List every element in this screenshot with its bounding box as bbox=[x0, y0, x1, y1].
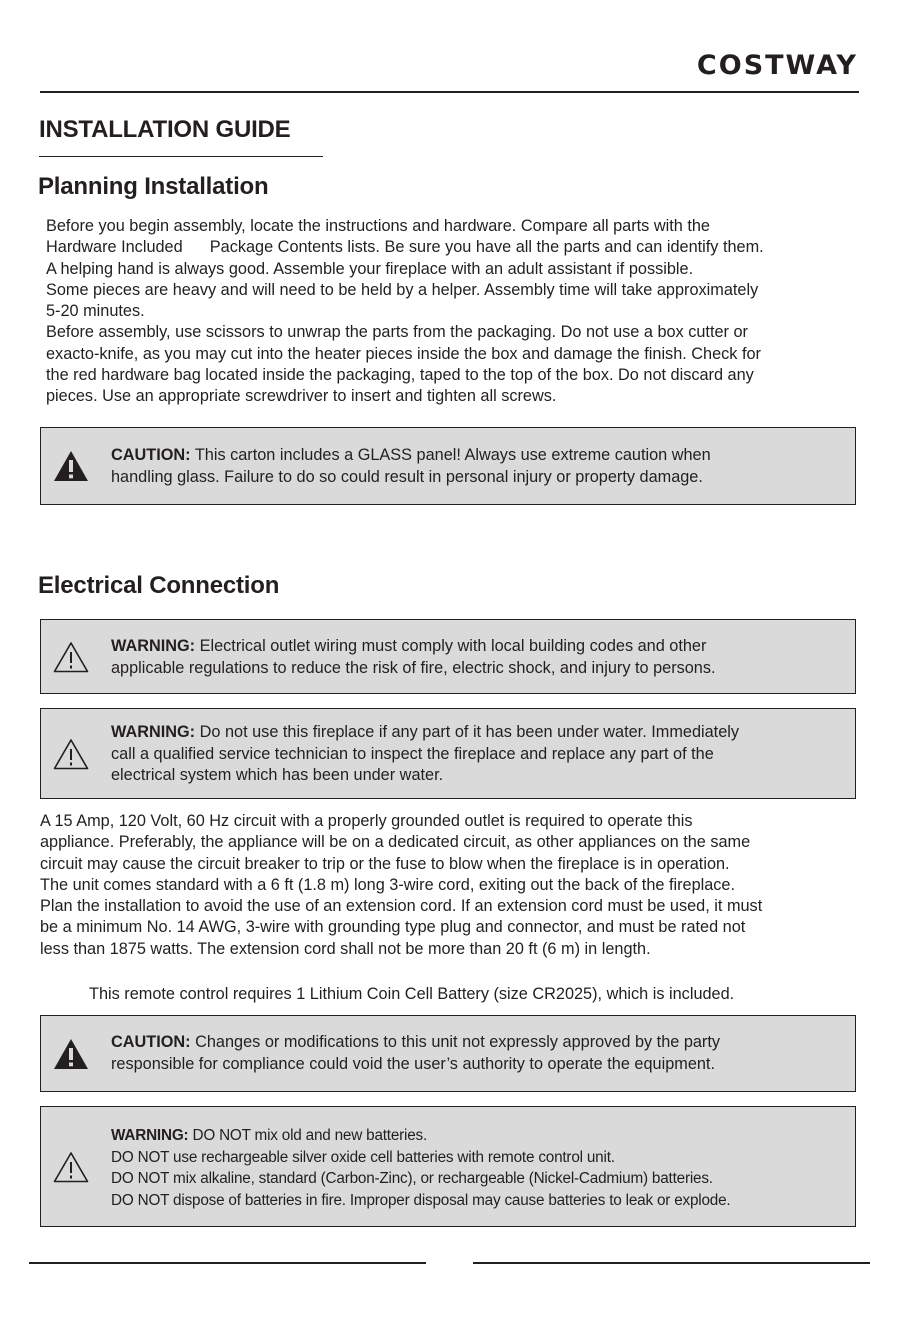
warning-label: WARNING: bbox=[111, 723, 196, 741]
water-warning-box bbox=[40, 708, 856, 799]
warning-text: electrical system which has been under water. bbox=[111, 766, 444, 784]
outline-warning-triangle-icon bbox=[53, 1151, 89, 1183]
caution-text: This carton includes a GLASS panel! Always use extreme caution when bbox=[190, 446, 711, 464]
caution-text: responsible for compliance could void the user’s authority to operate the equipment. bbox=[111, 1054, 715, 1073]
planning-line: Before you begin assembly, locate the instructions and hardware. Compare all parts with the bbox=[46, 217, 710, 235]
warning-label: WARNING: bbox=[111, 1127, 189, 1144]
caution-text: Changes or modifications to this unit not expressly approved by the party bbox=[190, 1033, 721, 1051]
wiring-warning-box bbox=[40, 619, 856, 694]
electrical-line: appliance. Preferably, the appliance will be on a dedicated circuit, as other appliances on the same bbox=[40, 833, 751, 852]
modification-caution-box bbox=[40, 1015, 856, 1092]
remote-battery-note: This remote control requires 1 Lithium Coin Cell Battery (size CR2025), which is included. bbox=[89, 985, 735, 1003]
planning-paragraph bbox=[46, 216, 866, 408]
footer-divider-left bbox=[29, 1262, 426, 1264]
warning-line: DO NOT use rechargeable silver oxide cell batteries with remote control unit. bbox=[111, 1148, 615, 1166]
warning-text: Electrical outlet wiring must comply with local building codes and other bbox=[195, 637, 707, 655]
warning-text: Do not use this fireplace if any part of it has been under water. Immediately bbox=[195, 723, 740, 741]
warning-line bbox=[111, 1125, 730, 1147]
planning-line: Before assembly, use scissors to unwrap the parts from the packaging. Do not use a box cutter or bbox=[46, 323, 748, 342]
planning-line: exacto-knife, as you may cut into the heater pieces inside the box and damage the finish. Check for bbox=[46, 344, 761, 363]
page-title: INSTALLATION GUIDE bbox=[39, 116, 291, 143]
planning-line: 5-20 minutes. bbox=[46, 302, 145, 321]
glass-caution-box bbox=[40, 427, 856, 505]
planning-line: pieces. Use an appropriate screwdriver to insert and tighten all screws. bbox=[46, 387, 557, 406]
caution-label: CAUTION: bbox=[111, 1033, 191, 1051]
warning-label: WARNING: bbox=[111, 637, 196, 655]
outline-warning-triangle-icon bbox=[53, 641, 89, 673]
planning-line: the red hardware bag located inside the packaging, taped to the top of the box. Do not discard any bbox=[46, 366, 754, 385]
header-divider bbox=[40, 91, 859, 93]
electrical-paragraph bbox=[40, 811, 870, 960]
warning-text: DO NOT mix old and new batteries. bbox=[188, 1127, 428, 1144]
footer-divider-right bbox=[473, 1262, 870, 1264]
planning-installation-heading: Planning Installation bbox=[38, 173, 269, 200]
outline-warning-triangle-icon bbox=[53, 738, 89, 770]
caution-message bbox=[111, 445, 711, 488]
warning-message bbox=[111, 636, 716, 679]
caution-label: CAUTION: bbox=[111, 446, 191, 464]
warning-message bbox=[111, 1125, 730, 1211]
warning-text: applicable regulations to reduce the risk of fire, electric shock, and injury to persons. bbox=[111, 658, 716, 677]
warning-line: DO NOT dispose of batteries in fire. Improper disposal may cause batteries to leak or explode. bbox=[111, 1191, 731, 1209]
warning-text: call a qualified service technician to inspect the fireplace and replace any part of the bbox=[111, 744, 714, 763]
filled-warning-triangle-icon bbox=[53, 450, 89, 482]
electrical-connection-heading: Electrical Connection bbox=[38, 572, 280, 599]
electrical-line: circuit may cause the circuit breaker to trip or the fuse to blow when the fireplace is in operation. bbox=[40, 854, 730, 873]
caution-text: handling glass. Failure to do so could result in personal injury or property damage. bbox=[111, 467, 703, 486]
caution-message bbox=[111, 1032, 720, 1075]
electrical-line: less than 1875 watts. The extension cord shall not be more than 20 ft (6 m) in length. bbox=[40, 939, 651, 958]
electrical-line: The unit comes standard with a 6 ft (1.8 m) long 3-wire cord, exiting out the back of the fireplace. bbox=[40, 875, 736, 894]
costway-logo: COSTWAY bbox=[696, 50, 858, 81]
electrical-line: Plan the installation to avoid the use of an extension cord. If an extension cord must be used, it must bbox=[40, 897, 763, 916]
warning-message bbox=[111, 722, 739, 787]
title-underline bbox=[39, 156, 323, 157]
warning-line: DO NOT mix alkaline, standard (Carbon-Zinc), or rechargeable (Nickel-Cadmium) batteries. bbox=[111, 1170, 713, 1187]
filled-warning-triangle-icon bbox=[53, 1038, 89, 1070]
electrical-line: A 15 Amp, 120 Volt, 60 Hz circuit with a properly grounded outlet is required to operate this bbox=[40, 812, 693, 830]
planning-line: Some pieces are heavy and will need to be held by a helper. Assembly time will take approximately bbox=[46, 280, 759, 299]
planning-line: Hardware Included Package Contents lists. Be sure you have all the parts and can identify them. bbox=[46, 238, 764, 257]
battery-warning-box bbox=[40, 1106, 856, 1227]
planning-line: A helping hand is always good. Assemble your fireplace with an adult assistant if possible. bbox=[46, 259, 694, 278]
electrical-line: be a minimum No. 14 AWG, 3-wire with grounding type plug and connector, and must be rated not bbox=[40, 918, 746, 937]
